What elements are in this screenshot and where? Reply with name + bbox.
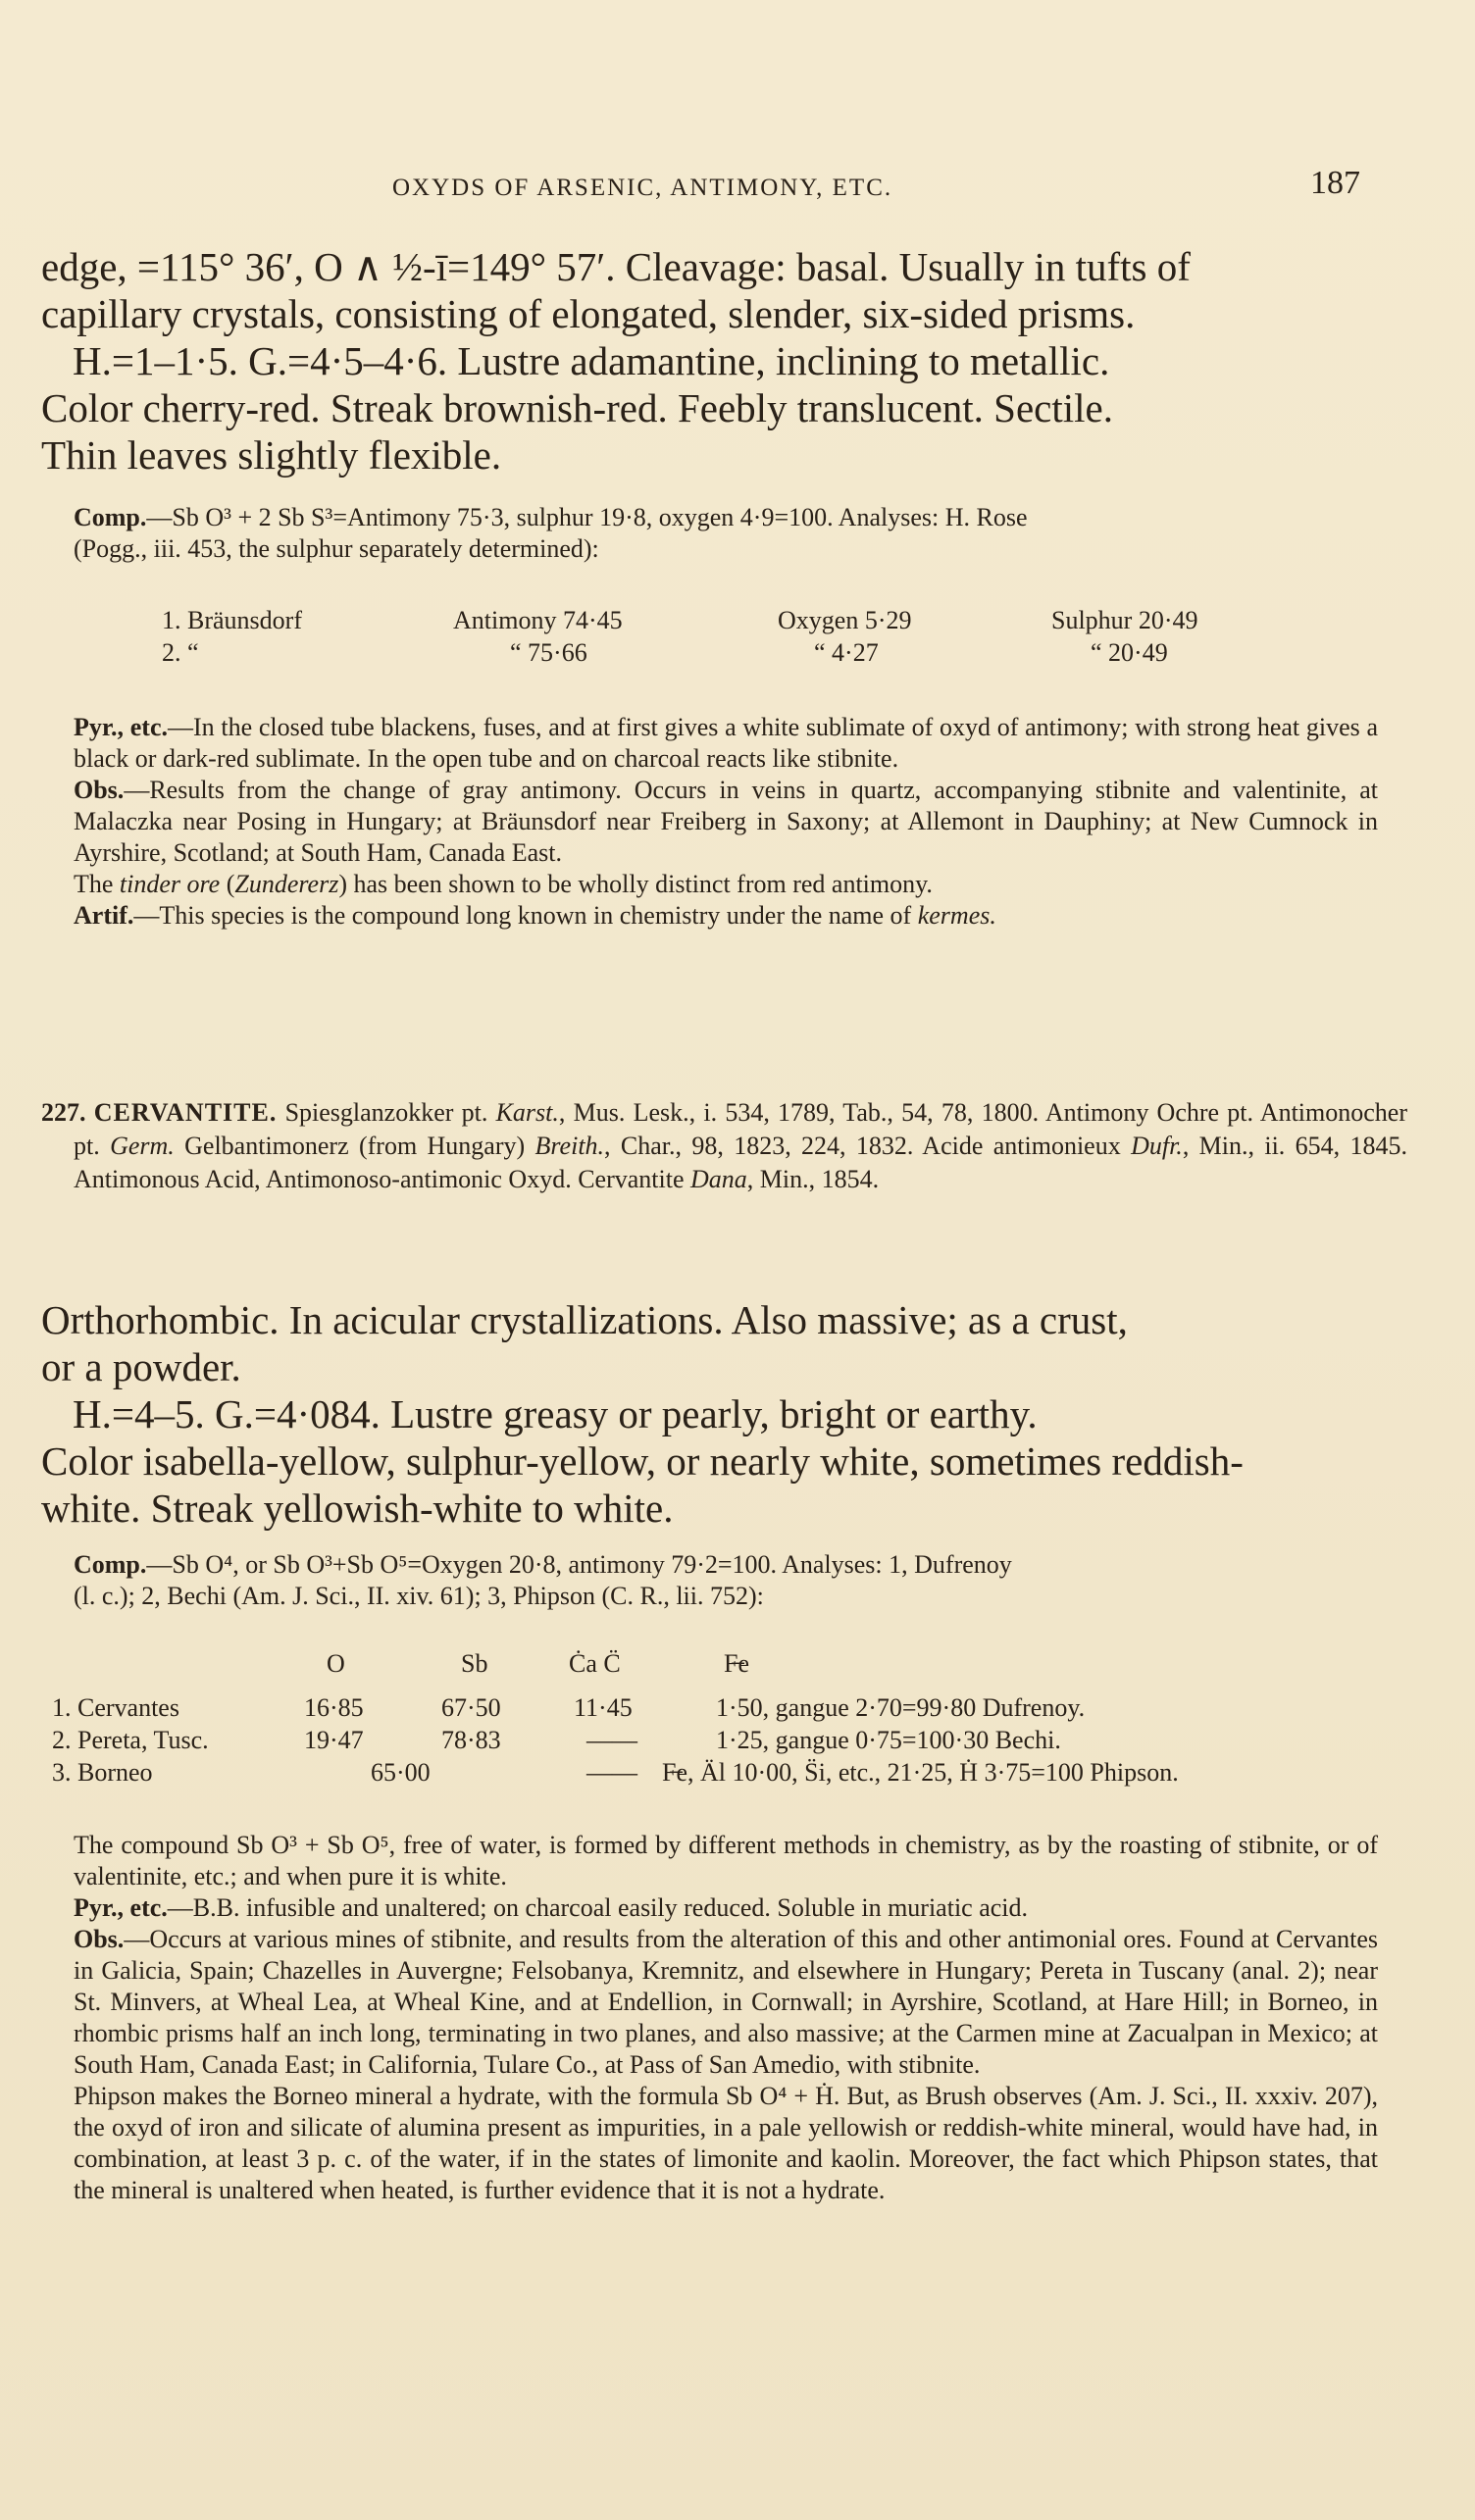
synonymy-author: Dufr. [1131, 1132, 1183, 1160]
synonymy-author: Germ. [110, 1132, 175, 1160]
synonymy: Gelbantimonerz (from Hungary) [174, 1132, 535, 1160]
table-cell: 65·00 [371, 1758, 431, 1787]
column-header: O [327, 1649, 345, 1678]
analysis-cell: Antimony 74·45 [453, 606, 623, 634]
analysis-cell: 1. Bräunsdorf [162, 606, 302, 634]
cervantite-notes [74, 1830, 1378, 2206]
species-number: 227. [41, 1098, 94, 1127]
column-header: Sb [461, 1649, 488, 1678]
running-head: OXYDS OF ARSENIC, ANTIMONY, ETC. [392, 175, 893, 201]
table-cell: 3. Borneo [52, 1758, 153, 1787]
table-cell: 67·50 [441, 1693, 501, 1722]
pyr-label: Pyr., etc. [74, 713, 168, 741]
synonymy-author: Karst. [495, 1098, 559, 1127]
table-cell: 1. Cervantes [52, 1693, 179, 1722]
obs-label: Obs. [74, 1925, 125, 1953]
comp-text-2: (Pogg., iii. 453, the sulphur separately determined): [74, 534, 599, 563]
table-cell: F̶e, Äl 10·00, S̈i, etc., 21·25, Ḣ 3·75=100 Phipson. [662, 1758, 1179, 1787]
comp-text: —Sb O⁴, or Sb O³+Sb O⁵=Oxygen 20·8, antimony 79·2=100. Analyses: 1, Dufrenoy [146, 1550, 1012, 1579]
artif-text: —This species is the compound long known in chemistry under the name of [133, 901, 918, 930]
comp-text: —Sb O³ + 2 Sb S³=Antimony 75·3, sulphur 19·8, oxygen 4·9=100. Analyses: H. Rose [146, 503, 1028, 531]
pyr-label: Pyr., etc. [74, 1893, 168, 1922]
column-header: Ċa C̈ [569, 1649, 621, 1678]
compound-note: The compound Sb O³ + Sb O⁵, free of water, is formed by different methods in chemistry, as by the roasting of stibnite, or of valentinite, etc.; and when pure it is white. [74, 1831, 1378, 1890]
tinder-post: ) has been shown to be wholly distinct from red antimony. [338, 870, 933, 898]
synonymy-author: Breith. [534, 1132, 605, 1160]
cervantite-analyses [0, 1649, 1475, 1787]
obs-text: —Occurs at various mines of stibnite, and results from the alteration of this and other antimonial ores. Found at Cervantes in Galicia, Spain; Chazelles in Auvergne; Felsobanya, Kremnitz, and elsewhere in Hungary; Pereta in Tuscany (anal. 2); near St. Minvers, at Wheal Lea, at Wheal Kine, and at Endellion, in Cornwall; in Ayrshire, Scotland, at Hare Hill; in Borneo, in rhombic prisms half an inch long, terminating in two planes, and also massive; at the Carmen mine at Zacualpan in Mexico; at South Ham, Canada East; in California, Tulare Co., at Pass of San Amedio, with stibnite. [74, 1925, 1378, 2079]
phipson-note: Phipson makes the Borneo mineral a hydrate, with the formula Sb O⁴ + Ḣ. But, as Brush observes (Am. J. Sci., II. xxxiv. 207), the oxyd of iron and silicate of alumina present as impurities, in a pale yellowish or reddish-white mineral, would have had, in combination, at least 3 p. c. of the water, if in the states of limonite and kaolin. Moreover, the fact which Phipson states, that the mineral is unaltered when heated, is further evidence that it is not a hydrate. [74, 2082, 1378, 2204]
pyr-text: —B.B. infusible and unaltered; on charcoal easily reduced. Soluble in muriatic acid. [167, 1893, 1029, 1922]
kermesite-notes [74, 712, 1378, 932]
species-name: CERVANTITE. [93, 1098, 278, 1127]
table-cell: 78·83 [441, 1726, 501, 1754]
kermesite-analyses [0, 606, 1475, 675]
analysis-cell: “ 20·49 [1091, 638, 1168, 667]
artif-em: kermes. [917, 901, 996, 930]
desc-line: H.=1–1·5. G.=4·5–4·6. Lustre adamantine, inclining to metallic. [73, 338, 1110, 383]
synonymy-author: Dana [690, 1165, 747, 1193]
synonymy: , Min., ii. 654, 1845. Antimonous Acid, Antimonoso-antimonic Oxyd. Cervantite [74, 1132, 1407, 1193]
desc-line: Color cherry-red. Streak brownish-red. Feebly translucent. Sectile. [41, 385, 1113, 430]
cervantite-description [41, 1296, 1414, 1532]
tinder-em: tinder ore [119, 870, 221, 898]
desc-line: edge, =115° 36′, O ∧ ½-ī=149° 57′. Cleavage: basal. Usually in tufts of [41, 244, 1191, 289]
table-cell: 16·85 [304, 1693, 364, 1722]
table-cell: 11·45 [574, 1693, 633, 1722]
analysis-cell: Sulphur 20·49 [1051, 606, 1198, 634]
comp-text-2: (l. c.); 2, Bechi (Am. J. Sci., II. xiv. 61); 3, Phipson (C. R., lii. 752): [74, 1582, 764, 1610]
synonymy: , Char., 98, 1823, 224, 1832. Acide antimonieux [604, 1132, 1132, 1160]
desc-line: white. Streak yellowish-white to white. [41, 1486, 674, 1531]
analysis-cell: 2. “ [162, 638, 199, 667]
synonymy: , Min., 1854. [746, 1165, 880, 1193]
table-cell: 2. Pereta, Tusc. [52, 1726, 209, 1754]
desc-line: or a powder. [41, 1344, 241, 1389]
analysis-cell: “ 4·27 [814, 638, 879, 667]
synonymy: , Mus. Lesk., i. 534, 1789, Tab., 54, 78, 1800. Antimony Ochre pt. Antimonocher pt. [74, 1098, 1407, 1160]
page-number: 187 [1310, 165, 1360, 201]
table-cell: 1·25, gangue 0·75=100·30 Bechi. [716, 1726, 1061, 1754]
analysis-cell: Oxygen 5·29 [778, 606, 912, 634]
comp-label: Comp. [74, 503, 147, 531]
table-cell: 19·47 [304, 1726, 364, 1754]
desc-line: Thin leaves slightly flexible. [41, 432, 502, 478]
desc-line: H.=4–5. G.=4·084. Lustre greasy or pearly, bright or earthy. [73, 1391, 1038, 1436]
desc-line: Orthorhombic. In acicular crystallizations. Also massive; as a crust, [41, 1297, 1128, 1342]
tinder-pre: The [74, 870, 120, 898]
cervantite-heading [41, 1096, 1407, 1196]
pyr-text: —In the closed tube blackens, fuses, and at first gives a white sublimate of oxyd of antimony; with strong heat gives a black or dark-red sublimate. In the open tube and on charcoal reacts like stibnite. [74, 713, 1378, 773]
artif-label: Artif. [74, 901, 134, 930]
comp-label: Comp. [74, 1550, 147, 1579]
desc-line: Color isabella-yellow, sulphur-yellow, or nearly white, sometimes reddish- [41, 1438, 1244, 1484]
column-header: F̶e [724, 1649, 749, 1678]
synonymy: Spiesglanzokker pt. [277, 1098, 496, 1127]
table-cell: —— [586, 1726, 637, 1754]
desc-line: capillary crystals, consisting of elongated, slender, six-sided prisms. [41, 291, 1136, 336]
table-cell: 1·50, gangue 2·70=99·80 Dufrenoy. [716, 1693, 1086, 1722]
tinder-em2: Zundererz [234, 870, 339, 898]
kermesite-composition [74, 502, 1378, 565]
kermesite-description [41, 243, 1414, 479]
table-cell: —— [586, 1758, 637, 1787]
analysis-cell: “ 75·66 [510, 638, 587, 667]
tinder-mid: ( [220, 870, 235, 898]
obs-label: Obs. [74, 776, 125, 804]
cervantite-composition [74, 1549, 1378, 1612]
obs-text: —Results from the change of gray antimony. Occurs in veins in quartz, accompanying stibnite and valentinite, at Malaczka near Posing in Hungary; at Bräunsdorf near Freiberg in Saxony; at Allemont in Dauphiny; at New Cumnock in Ayrshire, Scotland; at South Ham, Canada East. [74, 776, 1378, 867]
